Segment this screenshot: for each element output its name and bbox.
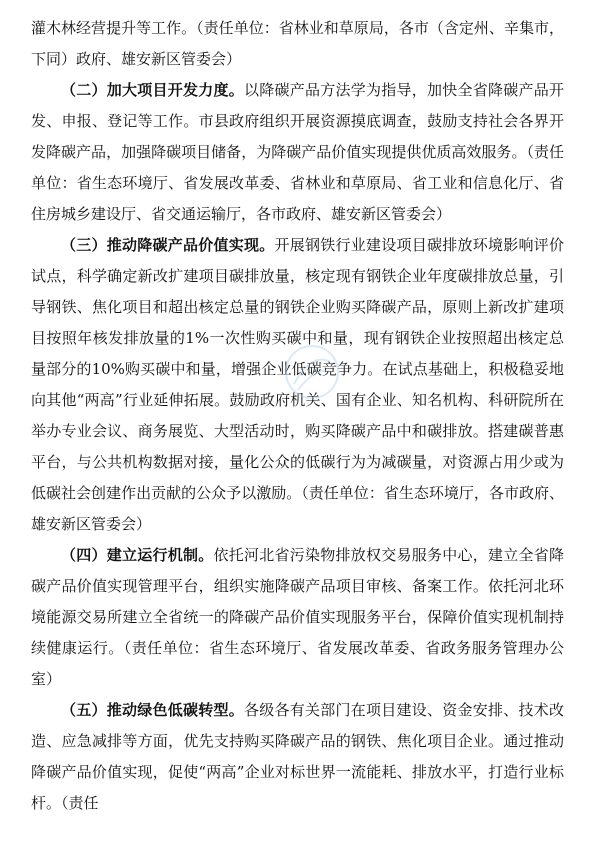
paragraph-body: 灌木林经营提升等工作。（责任单位：省林业和草原局，各市（含定州、辛集市，下同）政府、雄安新区管委会） xyxy=(31,19,564,68)
paragraph-continuation xyxy=(31,13,564,75)
paragraph-project-development xyxy=(31,75,564,230)
paragraph-body: 开展钢铁行业建设项目碳排放环境影响评价试点，科学确定新改扩建项目碳排放量，核定现有钢铁企业年度碳排放总量，引导钢铁、焦化项目和超出核定总量的钢铁企业购买降碳产品，原则上新改扩建项目按照年核发排放量的1%一次性购买碳中和量，现有钢铁企业按照超出核定总量部分的10%购买碳中和量，增强企业低碳竞争力。在试点基础上，积极稳妥地向其他“两高”行业延伸拓展。鼓励政府机关、国有企业、知名机构、科研院所在举办专业会议、商务展览、大型活动时，购买降碳产品中和碳排放。搭建碳普惠平台，与公共机构数据对接，量化公众的低碳行为为减碳量，对资源占用少或为低碳社会创建作出贡献的公众予以激励。（责任单位：省生态环境厅，各市政府、雄安新区管委会） xyxy=(31,236,564,533)
paragraph-value-realization xyxy=(31,230,564,540)
section-heading: （二）加大项目开发力度。 xyxy=(61,81,244,99)
paragraph-body: 以降碳产品方法学为指导，加快全省降碳产品开发、申报、登记等工作。市县政府组织开展资源摸底调查，鼓励支持社会各界开发降碳产品，加强降碳项目储备，为降碳产品价值实现提供优质高效服务。（责任单位：省生态环境厅、省发展改革委、省林业和草原局、省工业和信息化厅、省住房城乡建设厅、省交通运输厅，各市政府、雄安新区管委会） xyxy=(31,81,564,223)
paragraph-body: 各级各有关部门在项目建设、资金安排、技术改造、应急减排等方面，优先支持购买降碳产品的钢铁、焦化项目企业。通过推动降碳产品价值实现，促使“两高”企业对标世界一流能耗、排放水平，打造行业标杆。（责任 xyxy=(31,701,564,812)
document-body xyxy=(31,13,564,819)
section-heading: （五）推动绿色低碳转型。 xyxy=(61,701,244,719)
paragraph-body: 依托河北省污染物排放权交易服务中心，建立全省降碳产品价值实现管理平台，组织实施降碳产品项目审核、备案工作。依托河北环境能源交易所建立全省统一的降碳产品价值实现服务平台，保障价值实现机制持续健康运行。（责任单位：省生态环境厅、省发展改革委、省政务服务管理办公室） xyxy=(31,546,564,688)
paragraph-operating-mechanism xyxy=(31,540,564,695)
section-heading: （四）建立运行机制。 xyxy=(61,546,214,564)
paragraph-green-transition xyxy=(31,695,564,819)
section-heading: （三）推动降碳产品价值实现。 xyxy=(61,236,275,254)
